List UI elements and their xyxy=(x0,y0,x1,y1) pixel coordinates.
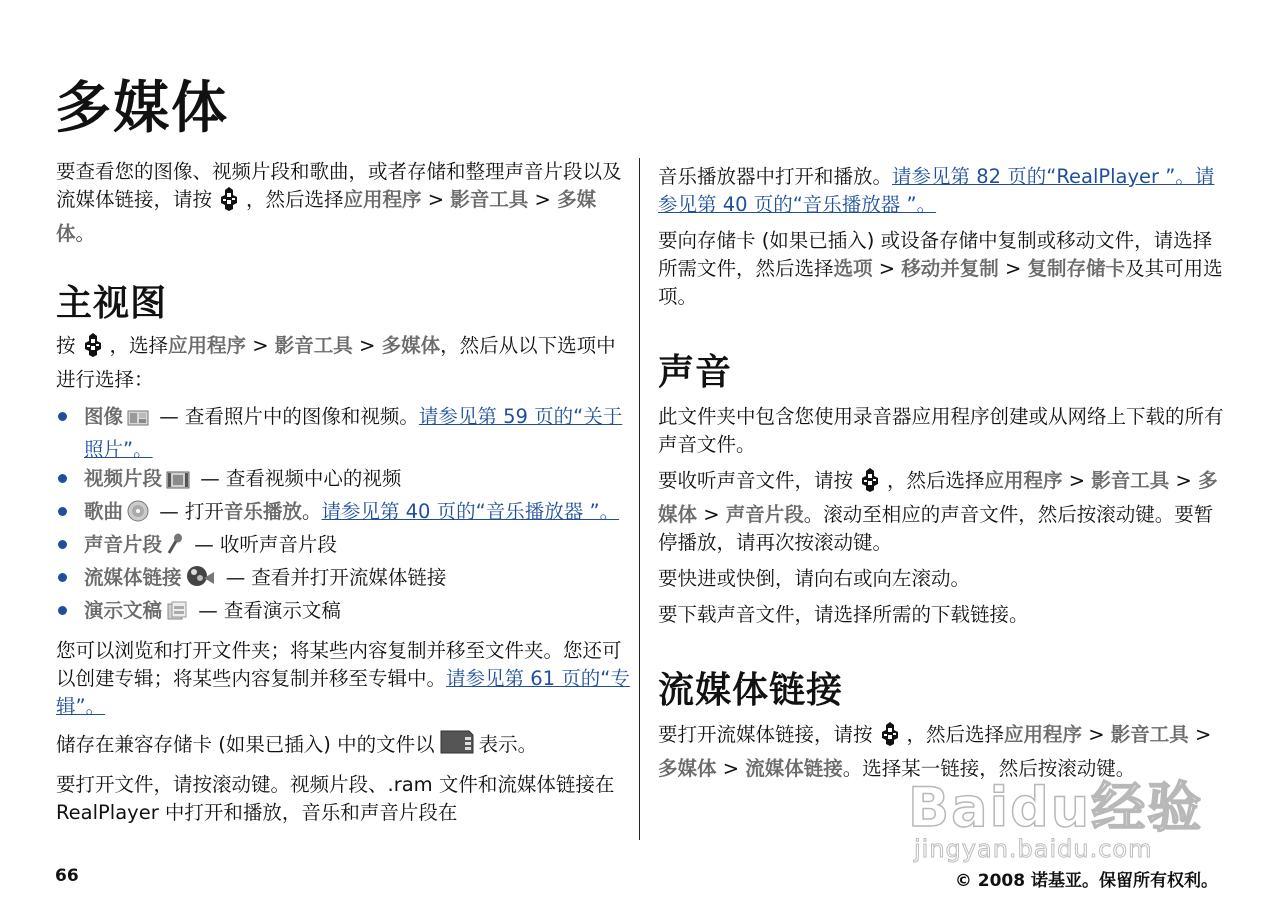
video-clip-icon xyxy=(166,468,190,497)
watermark-brand: Baidu经验 xyxy=(908,776,1204,839)
option-desc: — 收听声音片段 xyxy=(188,533,337,556)
bullet-icon xyxy=(58,573,67,582)
streaming-text-3: 。选择某一链接，然后按滚动键。 xyxy=(842,757,1136,780)
menu-path-applications: 应用程序 xyxy=(1004,723,1083,746)
path-separator: > xyxy=(716,757,746,780)
list-item-presentations xyxy=(56,596,630,629)
menu-path-multimedia: 多媒体 xyxy=(381,334,441,357)
menu-path-media-tools: 影音工具 xyxy=(450,188,529,211)
main-view-text-3: ，然后从以下选项中进行选择： xyxy=(56,334,616,391)
bullet-icon xyxy=(58,474,67,483)
cross-ref-link[interactable]: 请参见第 61 页的“专辑”。 xyxy=(56,667,630,718)
intro-end: 。 xyxy=(75,222,96,245)
option-label: 声音片段 xyxy=(84,533,163,556)
option-label: 歌曲 xyxy=(84,500,124,523)
menu-path-sound-clips: 声音片段 xyxy=(725,503,804,526)
bullet-icon xyxy=(58,412,67,421)
streaming-text: 要打开流媒体链接，请按 xyxy=(658,723,873,746)
menu-path-multimedia: 多媒体 xyxy=(658,757,717,780)
path-separator: > xyxy=(528,188,558,211)
bullet-icon xyxy=(58,606,67,615)
path-separator: > xyxy=(1169,469,1199,492)
list-item-sound-clips xyxy=(56,530,630,563)
list-item-songs xyxy=(56,497,630,530)
intro-text: 要查看您的图像、视频片段和歌曲，或者存储和整理声音片段以及流媒体链接，请按 xyxy=(56,160,622,211)
menu-key-icon xyxy=(82,332,104,366)
sound-listen-text-3: 。滚动至相应的声音文件，然后按滚动键。要暂停播放，请再次按滚动键。 xyxy=(658,503,1214,554)
intro-text-2: ，然后选择 xyxy=(246,188,344,211)
option-label-music-player: 音乐播放 xyxy=(223,500,302,523)
watermark-url: jingyan.baidu.com xyxy=(914,835,1153,863)
option-label: 流媒体链接 xyxy=(84,566,182,589)
option-desc: — 查看并打开流媒体链接 xyxy=(219,566,447,589)
open-files-paragraph: 要打开文件，请按滚动键。视频片段、.ram 文件和流媒体链接在 RealPlayer 中打开和播放，音乐和声音片段在 xyxy=(56,773,615,824)
streaming-heading: 流媒体链接 xyxy=(658,670,844,711)
path-separator: > xyxy=(1062,469,1092,492)
path-separator: > xyxy=(872,257,902,280)
path-separator: > xyxy=(421,188,451,211)
continuation-text: 音乐播放器中打开和播放。 xyxy=(658,165,893,188)
music-disc-icon xyxy=(127,500,149,530)
menu-path-media-tools: 影音工具 xyxy=(1091,469,1170,492)
memory-card-icon xyxy=(439,729,475,763)
menu-path-multimedia: 多媒体 xyxy=(658,469,1218,526)
right-column xyxy=(658,163,1224,791)
option-desc: — 查看视频中心的视频 xyxy=(194,467,402,490)
menu-path-multimedia: 多媒体 xyxy=(56,188,597,245)
presentation-icon xyxy=(166,600,188,629)
cross-ref-link[interactable]: 请参见第 59 页的“关于照片”。 xyxy=(84,405,623,461)
sound-listen-paragraph xyxy=(658,467,1224,557)
menu-key-icon xyxy=(879,721,901,755)
list-item-images xyxy=(56,402,630,464)
menu-path-copy-card: 复制存储卡 xyxy=(1027,257,1126,280)
menu-path-applications: 应用程序 xyxy=(984,469,1063,492)
sound-intro-paragraph: 此文件夹中包含您使用录音器应用程序创建或从网络上下载的所有声音文件。 xyxy=(658,405,1224,456)
page-title: 多媒体 xyxy=(55,76,229,141)
menu-path-move-copy: 移动并复制 xyxy=(901,257,999,280)
folders-text: 您可以浏览和打开文件夹；将某些内容复制并移至文件夹。您还可以创建专辑；将某些内容复制并移至专辑中。 xyxy=(56,639,622,690)
option-label: 视频片段 xyxy=(84,467,163,490)
main-view-heading: 主视图 xyxy=(56,283,168,324)
list-item-video-clips xyxy=(56,464,630,497)
bullet-icon xyxy=(58,507,67,516)
option-desc: — 打开 xyxy=(153,500,224,523)
option-label: 演示文稿 xyxy=(84,599,163,622)
cross-ref-link[interactable]: 请参见第 40 页的“音乐播放器 ”。 xyxy=(321,500,620,523)
copy-move-text-2: 及其可用选项。 xyxy=(658,257,1223,308)
copy-move-paragraph xyxy=(658,227,1224,311)
memory-card-paragraph xyxy=(56,729,630,763)
path-separator: > xyxy=(352,334,382,357)
sound-listen-text-2: ，然后选择 xyxy=(887,469,985,492)
path-separator: > xyxy=(1188,723,1212,746)
microphone-icon xyxy=(166,533,184,563)
menu-path-options: 选项 xyxy=(833,257,873,280)
copyright-notice: © 2008 诺基亚。保留所有权利。 xyxy=(954,871,1218,891)
left-column xyxy=(56,158,630,835)
folders-paragraph xyxy=(56,637,630,721)
path-separator: > xyxy=(246,334,275,357)
column-divider xyxy=(639,158,640,840)
sound-listen-text: 要收听声音文件，请按 xyxy=(658,469,854,492)
path-separator: > xyxy=(998,257,1028,280)
cross-ref-link[interactable]: 请参见第 82 页的“RealPlayer ”。请参见第 40 页的“音乐播放器 ”。 xyxy=(658,165,1215,216)
bullet-icon xyxy=(58,540,67,549)
option-desc: — 查看照片中的图像和视频。 xyxy=(153,405,419,428)
menu-key-icon xyxy=(218,186,240,220)
image-folder-icon xyxy=(127,406,149,435)
sound-heading: 声音 xyxy=(658,352,733,393)
list-item-streaming-links xyxy=(56,563,630,596)
option-desc-2: 。 xyxy=(301,500,322,523)
main-view-text: 按 xyxy=(56,334,76,357)
streaming-paragraph xyxy=(658,721,1224,783)
menu-path-media-tools: 影音工具 xyxy=(1110,723,1189,746)
streaming-text-2: ，然后选择 xyxy=(906,723,1005,746)
path-separator: > xyxy=(1082,723,1111,746)
page-number: 66 xyxy=(55,866,79,886)
menu-path-applications: 应用程序 xyxy=(343,188,422,211)
copy-move-text: 要向存储卡 (如果已插入) 或设备存储中复制或移动文件，请选择所需文件，然后选择 xyxy=(658,229,1213,280)
memory-card-text: 储存在兼容存储卡 (如果已插入) 中的文件以 xyxy=(56,733,435,756)
menu-key-icon xyxy=(859,467,881,501)
menu-path-applications: 应用程序 xyxy=(168,334,247,357)
download-paragraph: 要下载声音文件，请选择所需的下载链接。 xyxy=(658,603,1029,626)
intro-paragraph xyxy=(56,158,630,248)
main-view-text-2: ，选择 xyxy=(109,334,169,357)
option-label: 图像 xyxy=(84,405,124,428)
option-list xyxy=(56,402,630,629)
streaming-link-icon xyxy=(186,564,216,596)
seek-paragraph: 要快进或快倒，请向右或向左滚动。 xyxy=(658,567,971,590)
menu-path-media-tools: 影音工具 xyxy=(274,334,353,357)
memory-card-text-2: 表示。 xyxy=(478,733,538,756)
option-desc: — 查看演示文稿 xyxy=(192,599,341,622)
menu-path-streaming-links: 流媒体链接 xyxy=(745,757,843,780)
path-separator: > xyxy=(697,503,726,526)
continuation-paragraph xyxy=(658,163,1224,219)
main-view-paragraph xyxy=(56,332,630,394)
